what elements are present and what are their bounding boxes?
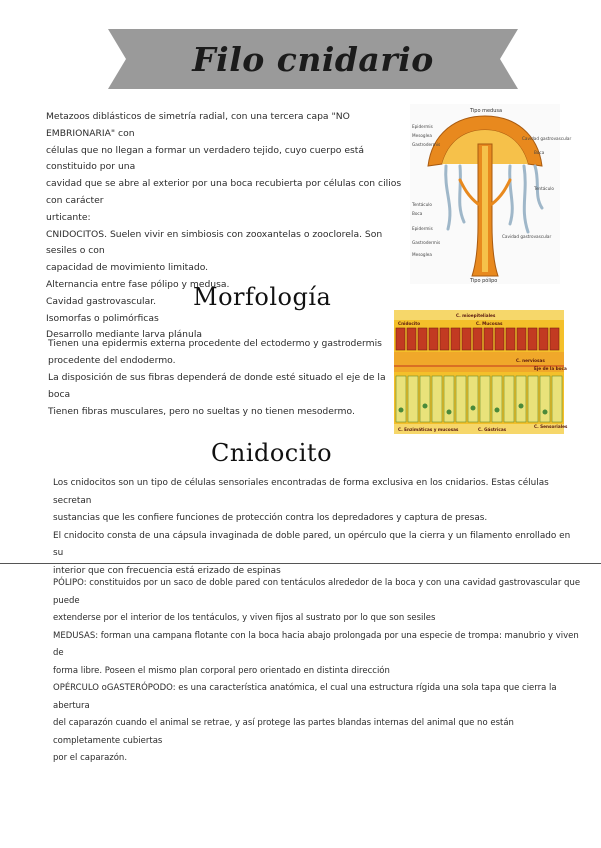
- morfologia-text: [48, 335, 388, 420]
- fig1-label: Epidermis: [412, 124, 433, 129]
- fig2-label: C. Sensoriales: [534, 424, 568, 429]
- cnidocito-line: sustancias que les confiere funciones de protección contra los depredadores y captura de presas.: [53, 513, 488, 523]
- fig2-label: C. Enzimáticas y mucosas: [398, 427, 459, 432]
- fig2-label: Cnidocito: [398, 321, 421, 326]
- glossary-line: del caparazón cuando el animal se retrae, y así protege las partes blandas internas del animal que no están completamente cubiertas: [53, 718, 514, 746]
- cnidocito-heading: Cnidocito: [211, 439, 333, 467]
- fig2-label: C. nerviosas: [516, 358, 545, 363]
- glossary-line: forma libre. Poseen el mismo plan corporal pero orientado en distinta dirección: [53, 665, 390, 676]
- tissue-diagram: [394, 310, 568, 434]
- intro-line: Metazoos diblásticos de simetría radial, con una tercera capa "NO EMBRIONARIA" con: [46, 111, 350, 139]
- morfologia-heading: Morfología: [193, 283, 332, 311]
- fig1-label: Mesoglea: [412, 133, 432, 138]
- glossary-line: por el caparazón.: [53, 753, 128, 763]
- title-banner: [108, 29, 518, 89]
- fig1-label: Boca: [534, 150, 545, 155]
- fig2-label: C. mioepiteliales: [456, 313, 496, 318]
- glossary-line: PÓLIPO: constituidos por un saco de doble pared con tentáculos alrededor de la boca y con una cavidad gastrovascular que puede: [53, 578, 581, 606]
- cnidocito-line: El cnidocito consta de una cápsula invaginada de doble pared, un opérculo que la cierra y un filamento enrollado en su: [53, 530, 571, 558]
- fig1-label: Mesoglea: [412, 252, 432, 257]
- intro-line: Cavidad gastrovascular.: [46, 295, 157, 307]
- fig1-label: Gastrodermis: [412, 142, 441, 147]
- fig1-label: Cavidad gastrovascular: [522, 136, 572, 141]
- section-divider: [0, 563, 601, 564]
- morfologia-line: La disposición de sus fibras dependerá de donde esté situado el eje de la boca: [48, 372, 386, 400]
- glossary-line: MEDUSAS: forman una campana flotante con la boca hacia abajo prolongada por una especie de trompa: manubrio y viven de: [53, 630, 579, 658]
- tissue-figure: [394, 310, 568, 434]
- intro-line: Desarrollo mediante larva plánula: [46, 329, 203, 341]
- intro-line: Alternancia entre fase pólipo y medusa.: [46, 278, 230, 290]
- medusa-polyp-diagram: [410, 104, 572, 284]
- fig2-label: C. Mucosas: [476, 321, 503, 326]
- fig1-label: Gastrodermis: [412, 240, 441, 245]
- intro-line: CNIDOCITOS. Suelen vivir en simbiosis con zooxantelas o zooclorela. Son sesiles o con: [46, 228, 383, 257]
- morfologia-line: procedente del endodermo.: [48, 355, 176, 366]
- fig1-label: Tentáculo: [534, 186, 554, 191]
- intro-line: células que no llegan a formar un verdadero tejido, cuyo cuerpo está constituido por una: [46, 144, 365, 173]
- intro-line: cavidad que se abre al exterior por una boca recubierta por células con cilios con carácter: [46, 178, 402, 206]
- cnidocito-line: interior que con frecuencia está erizado de espinas: [53, 565, 281, 576]
- fig2-label: Eje de la boca: [534, 366, 567, 371]
- intro-line: capacidad de movimiento limitado.: [46, 262, 209, 274]
- glossary-text: [53, 575, 583, 768]
- medusa-polyp-figure: [410, 104, 572, 284]
- glossary-line: extenderse por el interior de los tentáculos, y viven fijos al sustrato por lo que son sesiles: [53, 613, 436, 623]
- intro-line: Isomorfas o polimórficas: [46, 312, 159, 324]
- fig1-label: Epidermis: [412, 226, 433, 231]
- morfologia-line: Tienen fibras musculares, pero no sueltas y no tienen mesodermo.: [48, 406, 355, 417]
- fig1-label: Cavidad gastrovascular: [502, 234, 552, 239]
- morfologia-line: Tienen una epidermis externa procedente del ectodermo y gastrodermis: [48, 338, 382, 349]
- cnidocito-line: Los cnidocitos son un tipo de células sensoriales encontradas de forma exclusiva en los cnidarios. Estas células secretan: [53, 478, 549, 506]
- fig1-label: Tentáculo: [412, 202, 432, 207]
- page-title: Filo cnidario: [192, 39, 434, 79]
- fig2-label: C. Gástricas: [478, 427, 507, 432]
- intro-line: urticante:: [46, 211, 91, 223]
- fig1-top-label: Tipo medusa: [470, 108, 503, 114]
- fig1-label: Boca: [412, 211, 423, 216]
- fig1-bottom-label: Tipo pólipo: [470, 278, 498, 284]
- cnidocito-text: [53, 475, 573, 580]
- glossary-line: OPÉRCULO oGASTERÓPODO: es una característica anatómica, el cual una estructura rígida una sola tapa que cierra la abertura: [53, 683, 557, 711]
